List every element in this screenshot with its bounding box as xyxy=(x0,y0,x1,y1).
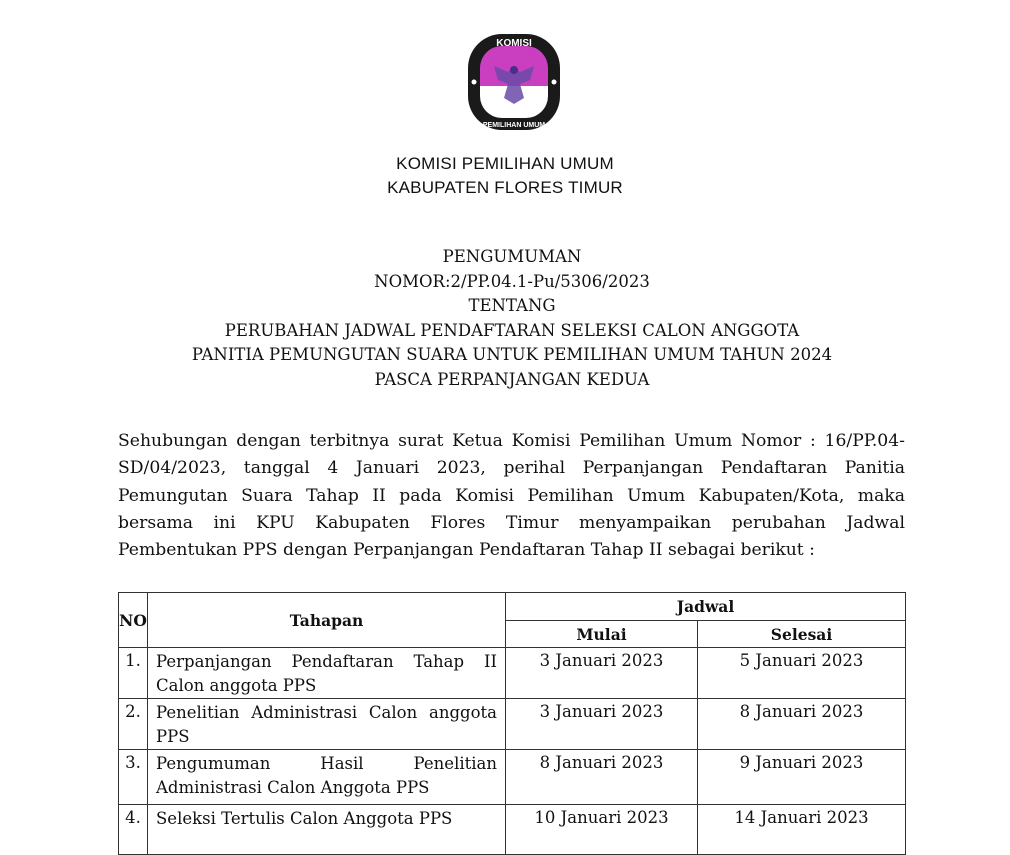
header-stage: Tahapan xyxy=(148,593,506,648)
row-no: 2. xyxy=(119,699,148,750)
svg-text:KOMISI: KOMISI xyxy=(496,38,532,49)
header-end: Selesai xyxy=(698,621,906,648)
svg-text:PEMILIHAN UMUM: PEMILIHAN UMUM xyxy=(482,122,546,129)
title-subject-2: PANITIA PEMUNGUTAN SUARA UNTUK PEMILIHAN UMUM TAHUN 2024 xyxy=(191,345,833,364)
header-schedule: Jadwal xyxy=(506,593,906,621)
row-stage: Seleksi Tertulis Calon Anggota PPS xyxy=(148,805,506,855)
header-no: NO xyxy=(119,593,148,648)
title-subject-3: PASCA PERPANJANGAN KEDUA xyxy=(374,369,650,389)
announcement-title xyxy=(0,245,1010,392)
row-no: 1. xyxy=(119,648,148,699)
org-name: KOMISI PEMILIHAN UMUM xyxy=(396,154,614,173)
row-end: 14 Januari 2023 xyxy=(698,805,906,855)
title-number: NOMOR:2/PP.04.1-Pu/5306/2023 xyxy=(374,271,650,291)
table-row xyxy=(119,699,906,750)
org-region: KABUPATEN FLORES TIMUR xyxy=(387,178,623,197)
kpu-logo xyxy=(466,32,562,132)
row-end: 9 Januari 2023 xyxy=(698,750,906,805)
row-stage: Penelitian Administrasi Calon anggota PPS xyxy=(148,699,506,750)
table-row xyxy=(119,805,906,855)
row-end: 5 Januari 2023 xyxy=(698,648,906,699)
table-row xyxy=(119,648,906,699)
title-subject-1: PERUBAHAN JADWAL PENDAFTARAN SELEKSI CALON ANGGOTA xyxy=(224,320,800,340)
header-start: Mulai xyxy=(506,621,698,648)
row-start: 3 Januari 2023 xyxy=(506,699,698,750)
row-start: 3 Januari 2023 xyxy=(506,648,698,699)
title-kind: PENGUMUMAN xyxy=(442,247,582,266)
title-about: TENTANG xyxy=(468,296,556,315)
row-stage: Pengumuman Hasil Penelitian Administrasi Calon Anggota PPS xyxy=(148,750,506,805)
row-start: 8 Januari 2023 xyxy=(506,750,698,805)
row-no: 4. xyxy=(119,805,148,855)
schedule-table xyxy=(118,592,906,855)
row-end: 8 Januari 2023 xyxy=(698,699,906,750)
table-row xyxy=(119,750,906,805)
body-paragraph: Sehubungan dengan terbitnya surat Ketua Komisi Pemilihan Umum Nomor : 16/PP.04-SD/04/2023, tanggal 4 Januari 2023, perihal Perpanjangan Pendaftaran Panitia Pemungutan Suara Tahap II pada Komisi Pemilihan Umum Kabupaten/Kota, maka bersama ini KPU Kabupaten Flores Timur menyampaikan perubahan Jadwal Pembentukan PPS dengan Perpanjangan Pendaftaran Tahap II sebagai berikut : xyxy=(118,431,905,561)
row-start: 10 Januari 2023 xyxy=(506,805,698,855)
row-stage: Perpanjangan Pendaftaran Tahap II Calon anggota PPS xyxy=(148,648,506,699)
row-no: 3. xyxy=(119,750,148,805)
